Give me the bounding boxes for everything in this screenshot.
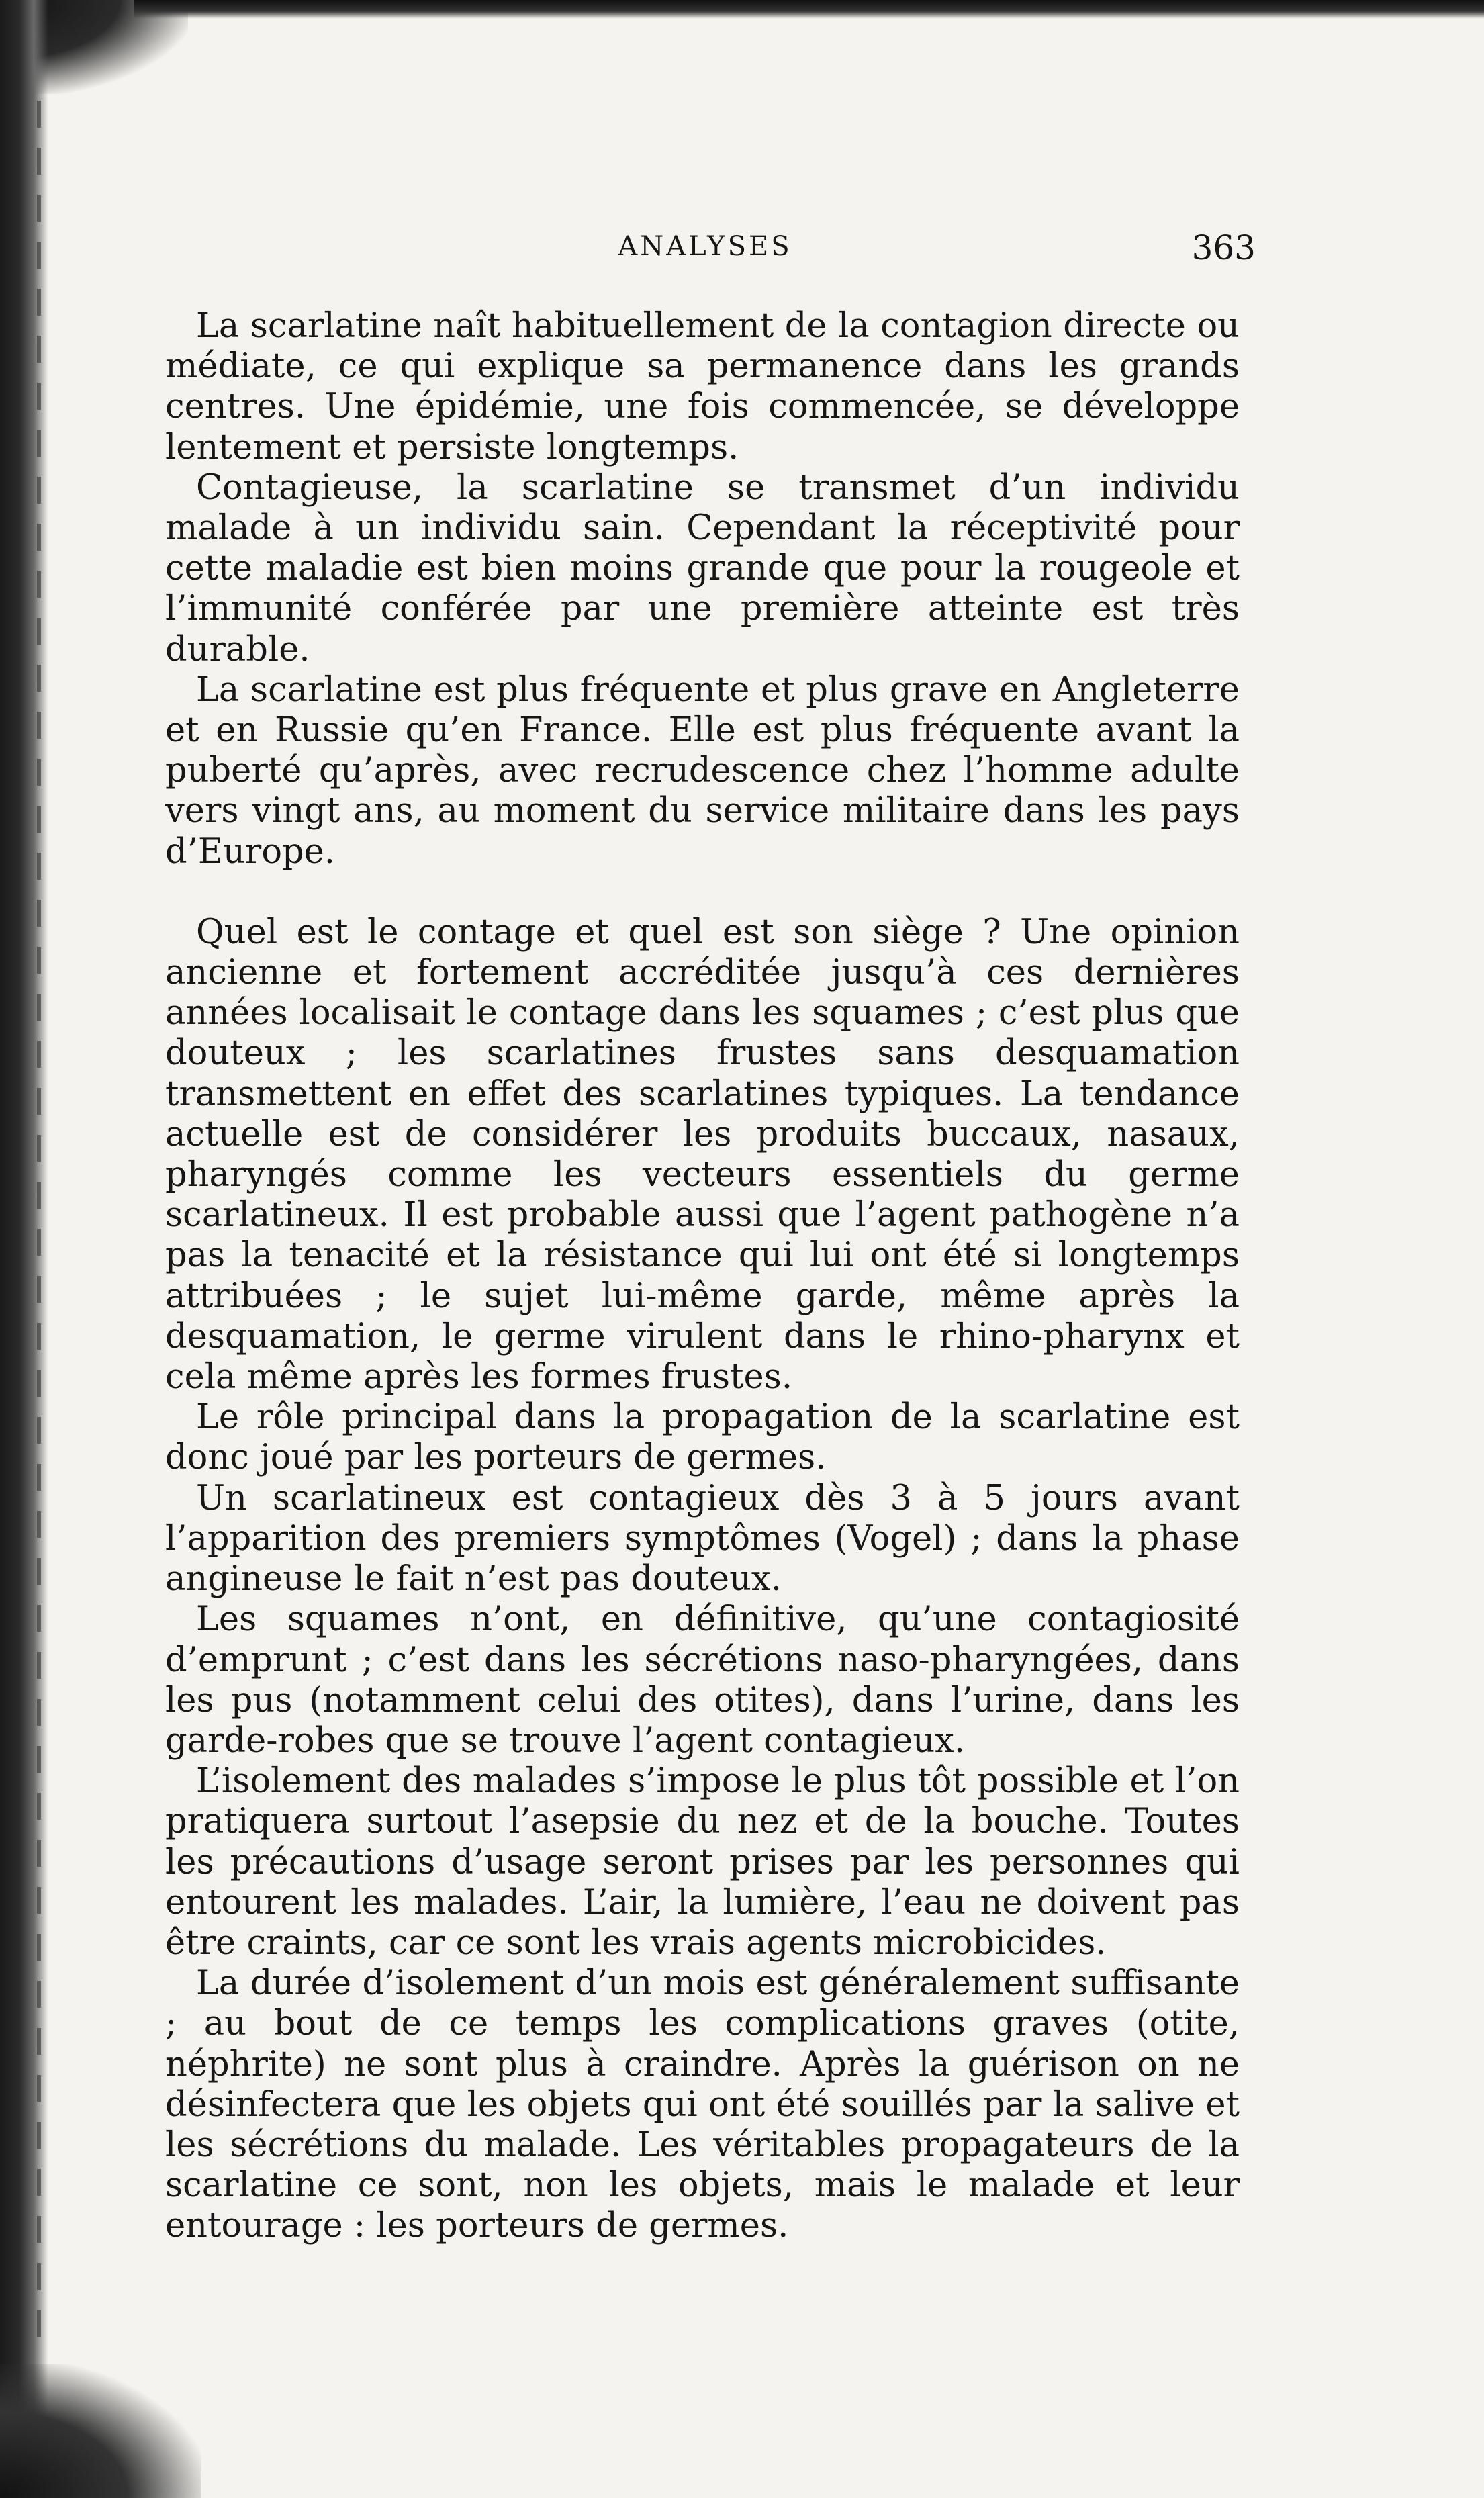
paragraph: Les squames n’ont, en définitive, qu’une contagiosité d’emprunt ; c’est dans les sécrétions naso-pharyngées, dans les pus (notamment celui des otites), dans l’urine, dans les garde-robes que se trouve l’agent contagieux. bbox=[165, 1600, 1240, 1761]
scan-shadow-bottom-left bbox=[0, 2364, 201, 2498]
paragraph: Quel est le contage et quel est son siège ? Une opinion ancienne et fortement accréditée jusqu’à ces dernières années localisait le contage dans les squames ; c’est plus que douteux ; les scarlatines frustes sans desquamation transmettent en effet des scarlatines typiques. La tendance actuelle est de considérer les produits buccaux, nasaux, pharyngés comme les vecteurs essentiels du germe scarlatineux. Il est probable aussi que l’agent pathogène n’a pas la tenacité et la résistance qui lui ont été si longtemps attribuées ; le sujet lui-même garde, même après la desquamation, le germe virulent dans le rhino-pharynx et cela même après les formes frustes. bbox=[165, 912, 1240, 1397]
body-text bbox=[165, 306, 1240, 2247]
paragraph: La scarlatine naît habituellement de la contagion directe ou médiate, ce qui explique sa permanence dans les grands centres. Une épidémie, une fois commencée, se développe lentement et persiste longtemps. bbox=[165, 306, 1240, 467]
scan-edge-left bbox=[0, 0, 48, 2498]
running-title: ANALYSES bbox=[618, 231, 792, 262]
running-head bbox=[168, 228, 1256, 275]
page-number: 363 bbox=[1191, 228, 1256, 267]
paragraph: L’isolement des malades s’impose le plus tôt possible et l’on pratiquera surtout l’asepsie du nez et de la bouche. Toutes les précautions d’usage seront prises par les personnes qui entourent les malades. L’air, la lumière, l’eau ne doivent pas être craints, car ce sont les vrais agents microbicides. bbox=[165, 1761, 1240, 1963]
paragraph: Un scarlatineux est contagieux dès 3 à 5 jours avant l’apparition des premiers symptômes (Vogel) ; dans la phase angineuse le fait n’est pas douteux. bbox=[165, 1478, 1240, 1600]
scan-binding-marks bbox=[37, 101, 41, 2350]
scan-edge-top bbox=[134, 0, 1484, 19]
paragraph: Le rôle principal dans la propagation de la scarlatine est donc joué par les porteurs de germes. bbox=[165, 1397, 1240, 1478]
paragraph: La scarlatine est plus fréquente et plus grave en Angleterre et en Russie qu’en France. Elle est plus fréquente avant la puberté qu’après, avec recrudescence chez l’homme adulte vers vingt ans, au moment du service militaire dans les pays d’Europe. bbox=[165, 669, 1240, 872]
paragraph: La durée d’isolement d’un mois est généralement suffisante ; au bout de ce temps les complications graves (otite, néphrite) ne sont plus à craindre. Après la guérison on ne désinfectera que les objets qui ont été souillés par la salive et les sécrétions du malade. Les véritables propagateurs de la scarlatine ce sont, non les objets, mais le malade et leur entourage : les porteurs de germes. bbox=[165, 1963, 1240, 2246]
paragraph: Contagieuse, la scarlatine se transmet d’un individu malade à un individu sain. Cependant la réceptivité pour cette maladie est bien moins grande que pour la rougeole et l’immunité conférée par une première atteinte est très durable. bbox=[165, 467, 1240, 669]
